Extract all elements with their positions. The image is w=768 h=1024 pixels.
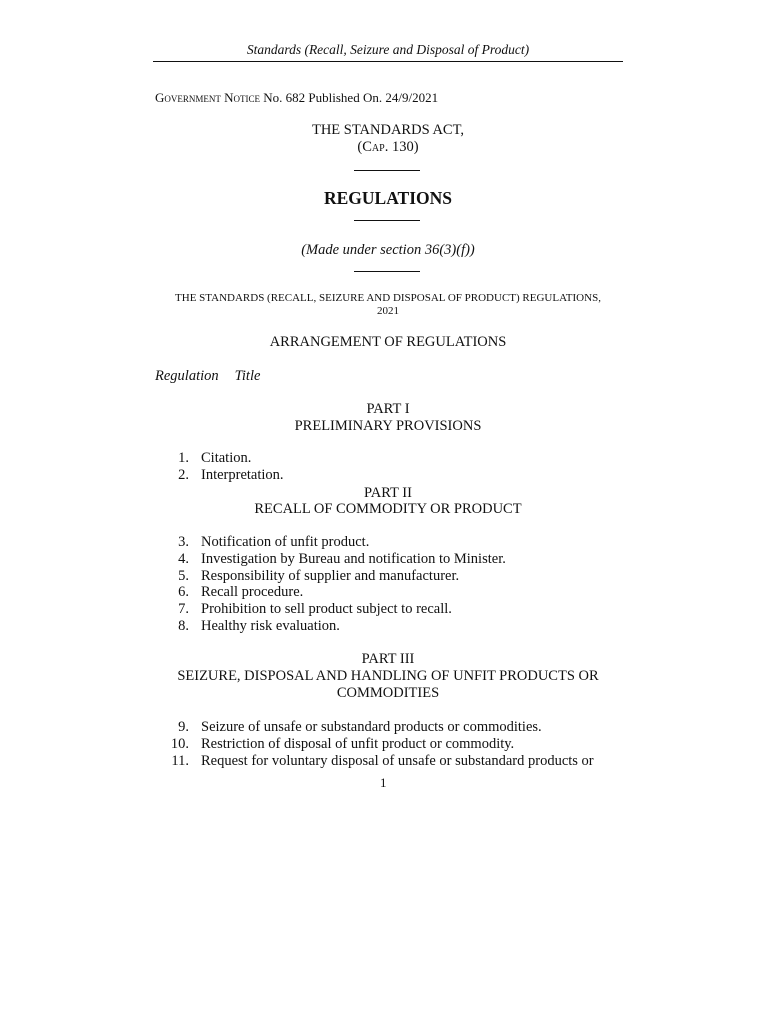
part-3-title-line-1: SEIZURE, DISPOSAL AND HANDLING OF UNFIT PRODUCTS OR [177, 668, 599, 684]
government-notice-prefix: Government Notice [155, 90, 261, 105]
column-headings [155, 368, 276, 385]
part-1-list [159, 450, 284, 484]
column-heading-title: Title [234, 368, 261, 384]
list-item [159, 736, 594, 753]
chapter-reference [153, 139, 623, 156]
regulations-heading: REGULATIONS [323, 188, 453, 208]
item-number: 11. [171, 752, 189, 769]
chapter-number: . 130) [384, 139, 419, 155]
government-notice-details: No. 682 Published On. 24/9/2021 [260, 90, 439, 105]
item-number: 10. [170, 735, 189, 752]
list-item [159, 584, 506, 601]
arrangement-heading: ARRANGEMENT OF REGULATIONS [269, 334, 507, 350]
part-2-list [159, 534, 506, 635]
item-number: 8. [178, 617, 189, 634]
item-text: Investigation by Bureau and notification to Minister. [201, 550, 506, 567]
item-text: Seizure of unsafe or substandard products or commodities. [201, 719, 542, 735]
item-text: Restriction of disposal of unfit product or commodity. [201, 735, 515, 752]
part-1-title: PRELIMINARY PROVISIONS [294, 418, 482, 434]
header-rule [153, 61, 623, 62]
list-item [159, 568, 506, 585]
item-number: 7. [178, 601, 189, 618]
separator-rule-2 [354, 220, 420, 221]
separator-rule-3 [354, 271, 420, 272]
column-heading-regulation: Regulation [155, 368, 219, 384]
separator-rule-1 [354, 170, 420, 171]
list-item [159, 467, 284, 484]
item-number: 5. [178, 567, 189, 584]
part-2-title: RECALL OF COMMODITY OR PRODUCT [254, 501, 522, 517]
item-number: 3. [178, 534, 189, 550]
item-text: Notification of unfit product. [201, 534, 370, 550]
item-number: 4. [178, 550, 189, 567]
list-item [159, 450, 284, 467]
item-text: Prohibition to sell product subject to recall. [201, 601, 452, 618]
item-text: Responsibility of supplier and manufacturer. [201, 567, 460, 584]
item-number: 9. [178, 719, 189, 735]
part-1-label: PART I [366, 401, 410, 417]
list-item [159, 534, 506, 551]
list-item [159, 719, 594, 736]
item-number: 6. [178, 584, 189, 601]
list-item [159, 551, 506, 568]
list-item [159, 601, 506, 618]
part-2-label: PART II [364, 485, 412, 501]
item-text: Healthy risk evaluation. [201, 617, 340, 634]
chapter-open-paren: ( [357, 139, 363, 155]
list-item [159, 753, 594, 770]
item-text: Citation. [201, 450, 252, 466]
part-3-title-line-2: COMMODITIES [336, 685, 440, 701]
regulations-name-line-1: THE STANDARDS (RECALL, SEIZURE AND DISPOSAL OF PRODUCT) REGULATIONS, [175, 292, 601, 304]
part-3-title [153, 668, 623, 702]
regulations-name-line-2: 2021 [377, 305, 399, 317]
regulations-name [153, 292, 623, 318]
chapter-abbrev: Cap [362, 139, 385, 155]
item-text: Request for voluntary disposal of unsafe or substandard products or [201, 752, 594, 769]
item-text: Interpretation. [201, 466, 284, 483]
item-number: 1. [178, 450, 189, 466]
part-3-list [159, 719, 594, 769]
page-number: 1 [380, 775, 387, 790]
government-notice [155, 90, 438, 106]
running-header: Standards (Recall, Seizure and Disposal of Product) [246, 42, 530, 57]
item-number: 2. [178, 466, 189, 483]
act-title: THE STANDARDS ACT, [311, 122, 465, 138]
enabling-section: (Made under section 36(3)(f)) [301, 242, 475, 258]
list-item [159, 618, 506, 635]
item-text: Recall procedure. [201, 584, 304, 601]
part-3-label: PART III [361, 651, 415, 667]
